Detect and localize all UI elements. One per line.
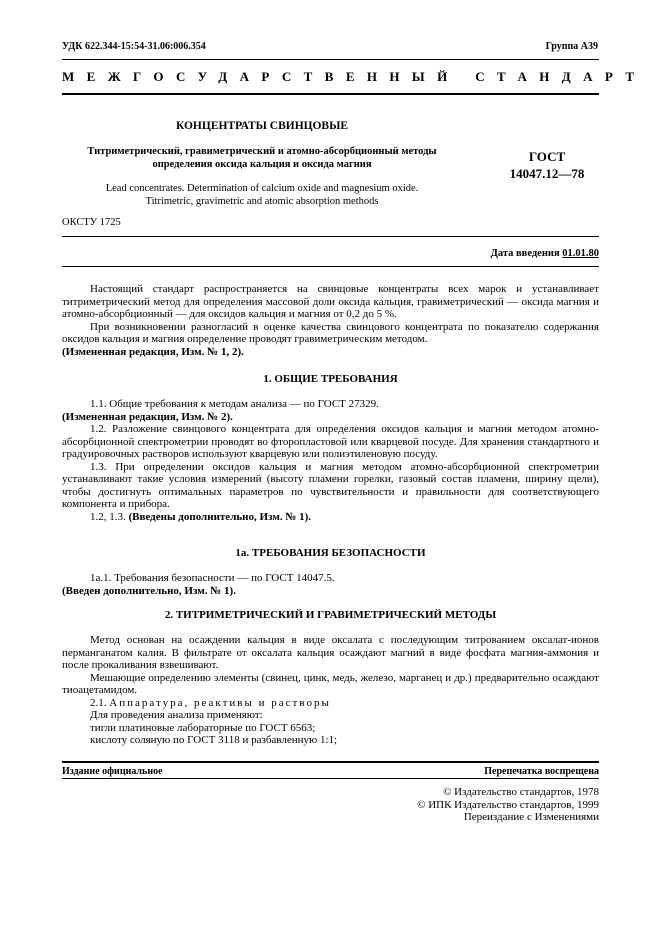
clause-1-2-1-3-note <box>62 511 599 524</box>
subtitle-line-1: Титриметрический, гравиметрический и атомно-абсорбционный методы <box>87 146 437 157</box>
section-2-body <box>62 634 599 747</box>
clause-1-1: 1.1. Общие требования к методам анализа — по ГОСТ 27329. <box>90 398 379 410</box>
section-1-heading: 1. ОБЩИЕ ТРЕБОВАНИЯ <box>263 373 398 385</box>
document-subtitle <box>62 145 462 171</box>
intro-block <box>62 283 599 358</box>
english-title-line-1: Lead concentrates. Determination of calcium oxide and magnesium oxide. <box>105 183 419 194</box>
interfering-elements: Мешающие определению элементы (свинец, цинк, медь, железо, марганец и др.) предварительно осаждают тиоацетамидом. <box>62 671 599 696</box>
clause-1-1-amendment: (Измененная редакция, Изм. № 2). <box>62 410 233 423</box>
header-rule-top <box>62 59 599 60</box>
english-title <box>62 182 462 208</box>
intro-paragraph-2: При возникновении разногласий в оценке качества свинцового концентрата по показателю содержания оксидов кальция и магния определение проводят гравиметрическим методом. <box>62 320 599 345</box>
clause-note-numbers: 1.2, 1.3. <box>90 510 129 523</box>
udc-code: УДК 622.344-15:54-31.06:006.354 <box>62 41 206 52</box>
date-label: Дата введения <box>490 248 560 259</box>
date-value: 01.01.80 <box>562 248 599 259</box>
copyright-1978: © Издательство стандартов, 1978 <box>443 786 599 798</box>
title-rule <box>62 236 599 237</box>
document-title: КОНЦЕНТРАТЫ СВИНЦОВЫЕ <box>175 120 349 132</box>
gost-label: ГОСТ <box>528 149 566 164</box>
gost-designation <box>492 148 602 182</box>
apparatus-crucibles: тигли платиновые лабораторные по ГОСТ 6563; <box>90 721 316 734</box>
reissue-note: Переиздание с Изменениями <box>463 811 599 823</box>
copyright-block <box>417 786 599 824</box>
apparatus-hcl: кислоту соляную по ГОСТ 3118 и разбавленную 1:1; <box>90 734 338 746</box>
english-title-line-2: Titrimetric, gravimetric and atomic absorption methods <box>145 196 379 207</box>
reprint-prohibited: Перепечатка воспрещена <box>484 766 599 777</box>
clause-1a-1: 1а.1. Требования безопасности — по ГОСТ 14047.5. <box>90 572 335 584</box>
section-1a-body <box>62 572 599 597</box>
date-rule <box>62 266 599 267</box>
clause-1a-1-amendment: (Введен дополнительно, Изм. № 1). <box>62 584 236 597</box>
intro-paragraph-1: Настоящий стандарт распространяется на свинцовые концентраты всех марок и устанавливает титриметрический метод для определения массовой доли оксида кальция, гравиметрический — оксида магния и атомно-абсорбционный — для оксидов кальция и магния от 0,2 до 5 %. <box>62 283 599 320</box>
gost-number: 14047.12—78 <box>509 166 585 181</box>
official-edition: Издание официальное <box>62 766 163 777</box>
clause-1-3: 1.3. При определении оксидов кальция и магния методом атомно-абсорбционной спектрометрии устанавливают такие условия измерений (высоту пламени горелки, газовый состав пламени, ширину щели), чтобы достигнуть оптимальных параметров по чувствительности и правильности для соответствующего компонента и прибора. <box>62 460 599 510</box>
section-2-heading: 2. ТИТРИМЕТРИЧЕСКИЙ И ГРАВИМЕТРИЧЕСКИЙ МЕТОДЫ <box>164 609 497 621</box>
footer-rule <box>62 761 599 763</box>
clause-1-2: 1.2. Разложение свинцового концентрата для определения оксидов кальция и магния методом атомно-абсорбционной спектрометрии проводят во фторопластовой или кварцевой посуде. Для хранения стандартного и градуировочных растворов используют кварцевую или полиэтиленовую посуду. <box>62 423 599 460</box>
section-1-body <box>62 398 599 523</box>
intro-amendment-note: (Измененная редакция, Изм. № 1, 2). <box>62 345 244 358</box>
header-rule-bottom <box>62 93 599 95</box>
section-1a-heading: 1а. ТРЕБОВАНИЯ БЕЗОПАСНОСТИ <box>235 547 426 559</box>
apparatus-intro: Для проведения анализа применяют: <box>90 709 263 721</box>
clause-note-amendment: (Введены дополнительно, Изм. № 1). <box>128 510 312 523</box>
clause-2-1-title: Аппаратура, реактивы и растворы <box>109 696 331 709</box>
copyright-1999: © ИПК Издательство стандартов, 1999 <box>417 798 599 811</box>
oksty-code: ОКСТУ 1725 <box>62 217 121 228</box>
introduction-date <box>491 248 599 259</box>
footer-rule-bottom <box>62 778 599 779</box>
interstate-standard-banner: МЕЖГОСУДАРСТВЕННЫЙ СТАНДАРТ <box>62 69 647 84</box>
subtitle-line-2: определения оксида кальция и оксида магния <box>152 159 372 170</box>
group-code: Группа А39 <box>545 41 598 52</box>
method-principle: Метод основан на осаждении кальция в виде оксалата с последующим титрованием оксалат-ионов перманганатом калия. В фильтрате от оксалата кальция осаждают магний в виде фосфата магния-аммония и после прокаливания взвешивают. <box>62 634 599 671</box>
clause-2-1 <box>62 697 599 710</box>
clause-2-1-number: 2.1. <box>90 696 110 709</box>
